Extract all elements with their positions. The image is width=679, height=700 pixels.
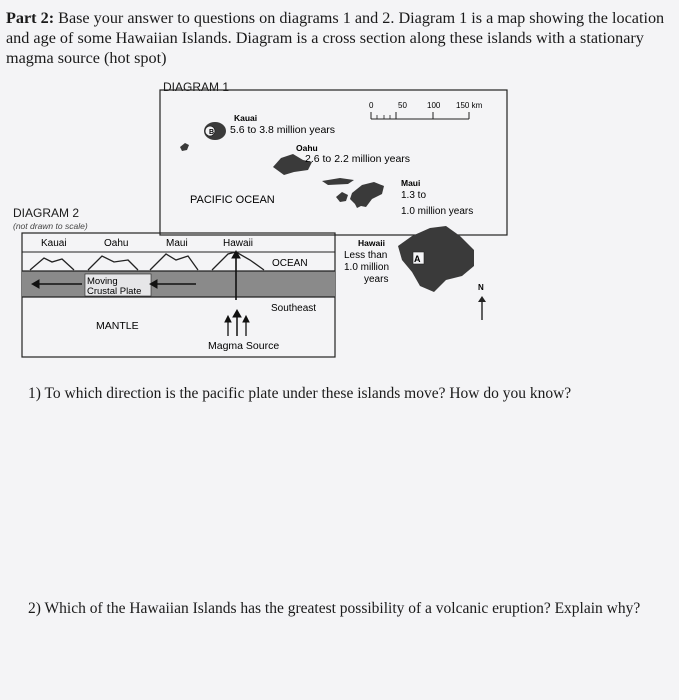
question-1-number: 1) — [28, 385, 41, 402]
hawaii-age-2: 1.0 million — [344, 262, 390, 273]
d2-maui: Maui — [166, 238, 188, 249]
d2-oahu: Oahu — [104, 238, 129, 249]
marker-a: A — [414, 254, 421, 264]
question-2-number: 2) — [28, 600, 41, 617]
oahu-age: 2.6 to 2.2 million years — [305, 153, 411, 165]
scale-tick-0: 0 — [369, 101, 374, 110]
kauai-volcano — [30, 258, 74, 270]
magma-source-label: Magma Source — [208, 340, 280, 352]
question-2 — [28, 599, 668, 619]
question-1-text: To which direction is the pacific plate under these islands move? How do you know? — [44, 385, 572, 402]
north-label: N — [478, 283, 484, 292]
d2-kauai: Kauai — [41, 238, 67, 249]
maui-island — [350, 182, 384, 207]
hawaii-age-3: years — [364, 274, 389, 285]
niihau-islet — [180, 143, 189, 151]
maui-age-2: 1.0 million years — [401, 206, 474, 217]
scale-tick-150: 150 km — [456, 101, 483, 110]
hawaii-name: Hawaii — [358, 238, 385, 248]
oahu-volcano — [88, 256, 138, 270]
diagram2-title: DIAGRAM 2 — [13, 206, 80, 220]
hawaii-island — [398, 226, 474, 292]
lanai-island — [336, 192, 348, 202]
plate-label-1: Moving — [87, 276, 118, 287]
d2-hawaii: Hawaii — [223, 238, 254, 249]
oahu-name: Oahu — [296, 143, 318, 153]
mantle-label: MANTLE — [96, 320, 139, 332]
molokai-island — [322, 178, 354, 185]
maui-volcano — [150, 254, 198, 270]
maui-name: Maui — [401, 178, 421, 188]
kauai-island — [180, 122, 226, 151]
plate-label-2: Crustal Plate — [87, 286, 142, 297]
magma-arrows-icon — [225, 310, 249, 336]
north-arrow-icon — [478, 296, 486, 320]
marker-b: B — [209, 129, 215, 136]
part-label: Part 2: — [6, 9, 55, 27]
scale-tick-50: 50 — [398, 101, 407, 110]
maui-age-1: 1.3 to — [401, 190, 427, 201]
intro-text: Base your answer to questions on diagrams 1 and 2. Diagram 1 is a map showing the location and age of some Hawaiian Islands. Diagram is a cross section along these islands with a stationary magma source (hot spot) — [6, 9, 665, 67]
d2-ocean-label: OCEAN — [272, 258, 308, 269]
pacific-ocean-label: PACIFIC OCEAN — [190, 194, 275, 206]
diagram2-subtitle: (not drawn to scale) — [13, 221, 88, 231]
hawaii-age-1: Less than — [344, 250, 388, 261]
scale-bar — [369, 101, 483, 119]
question-2-text: Which of the Hawaiian Islands has the greatest possibility of a volcanic eruption? Explain why? — [44, 600, 641, 617]
scale-tick-100: 100 — [427, 101, 441, 110]
southeast-label: Southeast — [271, 303, 317, 314]
question-1 — [28, 384, 668, 404]
kauai-name: Kauai — [234, 113, 258, 123]
kauai-age: 5.6 to 3.8 million years — [230, 124, 336, 136]
diagram1-title: DIAGRAM 1 — [163, 80, 230, 94]
